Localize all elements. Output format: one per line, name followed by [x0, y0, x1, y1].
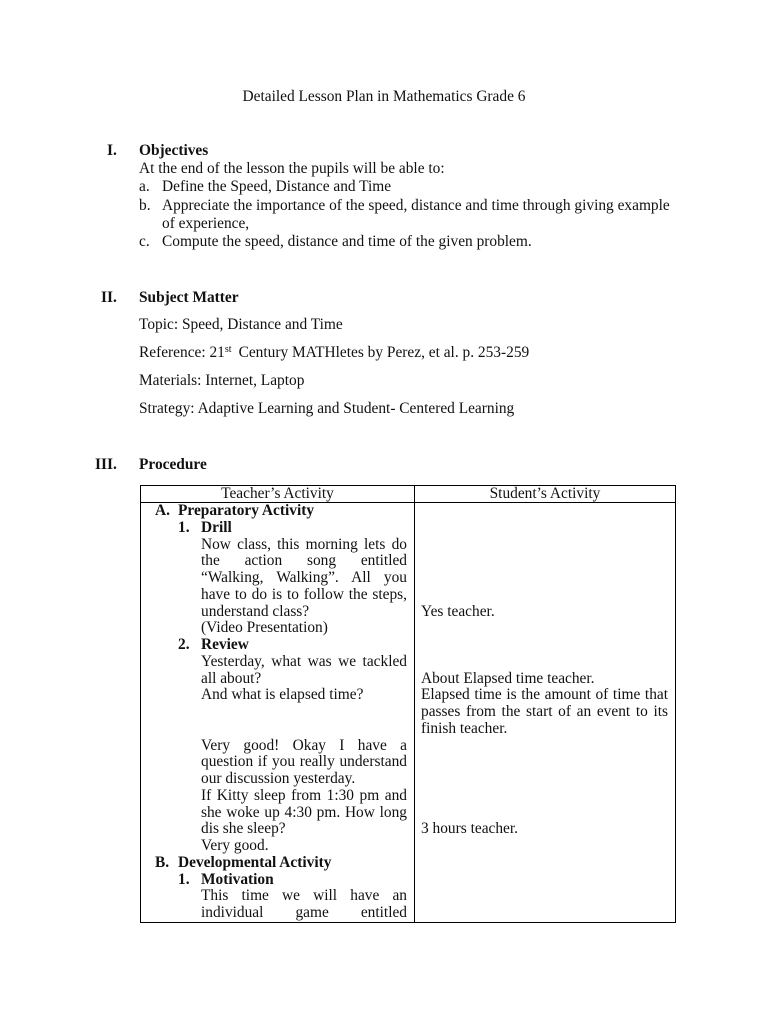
step-title: Review — [201, 636, 249, 653]
teacher-paragraph — [201, 738, 407, 855]
document-title: Detailed Lesson Plan in Mathematics Grade 6 — [242, 88, 526, 105]
student-response — [421, 687, 668, 737]
teacher-paragraph — [201, 654, 407, 704]
procedure-table — [140, 485, 676, 923]
section-heading: Subject Matter — [139, 289, 239, 306]
column-header-teacher: Teacher’s Activity — [221, 485, 334, 502]
text-line: understand class? — [201, 602, 310, 620]
step-marker: 1. — [178, 870, 190, 888]
text-line: Elapsed time is the amount of time that — [421, 686, 668, 704]
activity-step — [141, 872, 414, 922]
text-line: (Video Presentation) — [201, 619, 328, 637]
reference-title: Century MATHletes by Perez, et al. p. 253-259 — [238, 344, 530, 361]
column-divider — [414, 486, 415, 922]
text-line: individual game entitled — [201, 904, 407, 921]
activity-step — [141, 520, 414, 637]
activity-section-heading — [141, 503, 414, 520]
teacher-paragraph — [201, 888, 407, 922]
section-marker: B. — [155, 853, 170, 871]
text-line: passes from the start of an event to its — [421, 703, 668, 720]
text-line: Now class, this morning lets do — [201, 535, 407, 553]
objective-text: Compute the speed, distance and time of the given problem. — [162, 233, 532, 250]
step-title: Drill — [201, 518, 232, 536]
text-line: This time we will have an — [201, 887, 407, 905]
list-marker: b. — [139, 197, 151, 214]
activity-step-heading — [141, 637, 414, 654]
text-line: About Elapsed time teacher. — [421, 669, 595, 687]
section-marker: A. — [155, 502, 170, 519]
step-marker: 2. — [178, 636, 190, 653]
section-title: Developmental Activity — [178, 853, 332, 871]
text-line: dis she sleep? — [201, 820, 286, 838]
section-heading: Procedure — [139, 456, 207, 473]
teacher-paragraph — [201, 537, 407, 638]
text-line: she woke up 4:30 pm. How long — [201, 803, 407, 821]
reference-line — [139, 344, 529, 362]
student-response — [421, 671, 668, 688]
text-line: If Kitty sleep from 1:30 pm and — [201, 786, 407, 804]
activity-step-heading — [141, 872, 414, 889]
table-header-row — [141, 486, 675, 503]
activity-step — [141, 637, 414, 855]
text-line: “Walking, Walking”. All you — [201, 569, 407, 586]
reference-text: Reference: 21 — [139, 344, 225, 361]
text-line: our discussion yesterday. — [201, 770, 356, 787]
section-numeral: II. — [101, 289, 117, 306]
student-response — [421, 604, 668, 621]
student-activity-cell — [421, 503, 668, 922]
text-line: have to do is to follow the steps, — [201, 585, 407, 603]
activity-section — [141, 855, 414, 922]
text-line: finish teacher. — [421, 719, 508, 737]
objectives-intro: At the end of the lesson the pupils will be able to: — [139, 160, 445, 177]
column-header-student: Student’s Activity — [489, 485, 601, 502]
objective-text: Appreciate the importance of the speed, distance and time through giving example — [162, 197, 670, 214]
topic-line: Topic: Speed, Distance and Time — [139, 316, 343, 333]
text-line: Yes teacher. — [421, 602, 495, 620]
student-response — [421, 821, 668, 838]
activity-section — [141, 503, 414, 855]
list-marker: c. — [139, 233, 150, 250]
step-title: Motivation — [201, 870, 274, 888]
section-numeral: I. — [107, 142, 117, 159]
text-line: all about? — [201, 669, 262, 687]
text-line: Yesterday, what was we tackled — [201, 652, 407, 670]
text-line: Very good. — [201, 837, 269, 854]
ordinal-superscript: st — [224, 344, 232, 355]
objective-text: Define the Speed, Distance and Time — [162, 178, 392, 195]
step-marker: 1. — [178, 518, 190, 536]
text-line: the action song entitled — [201, 552, 407, 570]
objective-text: of experience, — [162, 215, 250, 232]
activity-step-heading — [141, 520, 414, 537]
list-marker: a. — [139, 178, 150, 195]
section-title: Preparatory Activity — [178, 502, 315, 519]
teacher-activity-cell — [141, 503, 414, 922]
section-numeral: III. — [95, 456, 117, 473]
activity-section-heading — [141, 855, 414, 872]
materials-line: Materials: Internet, Laptop — [139, 372, 305, 389]
text-line: And what is elapsed time? — [201, 686, 364, 704]
text-line: question if you really understand — [201, 753, 407, 771]
strategy-line: Strategy: Adaptive Learning and Student- Centered Learning — [139, 400, 515, 417]
text-line: 3 hours teacher. — [421, 820, 519, 838]
text-line: Very good! Okay I have a — [201, 736, 407, 754]
section-heading: Objectives — [139, 142, 209, 159]
